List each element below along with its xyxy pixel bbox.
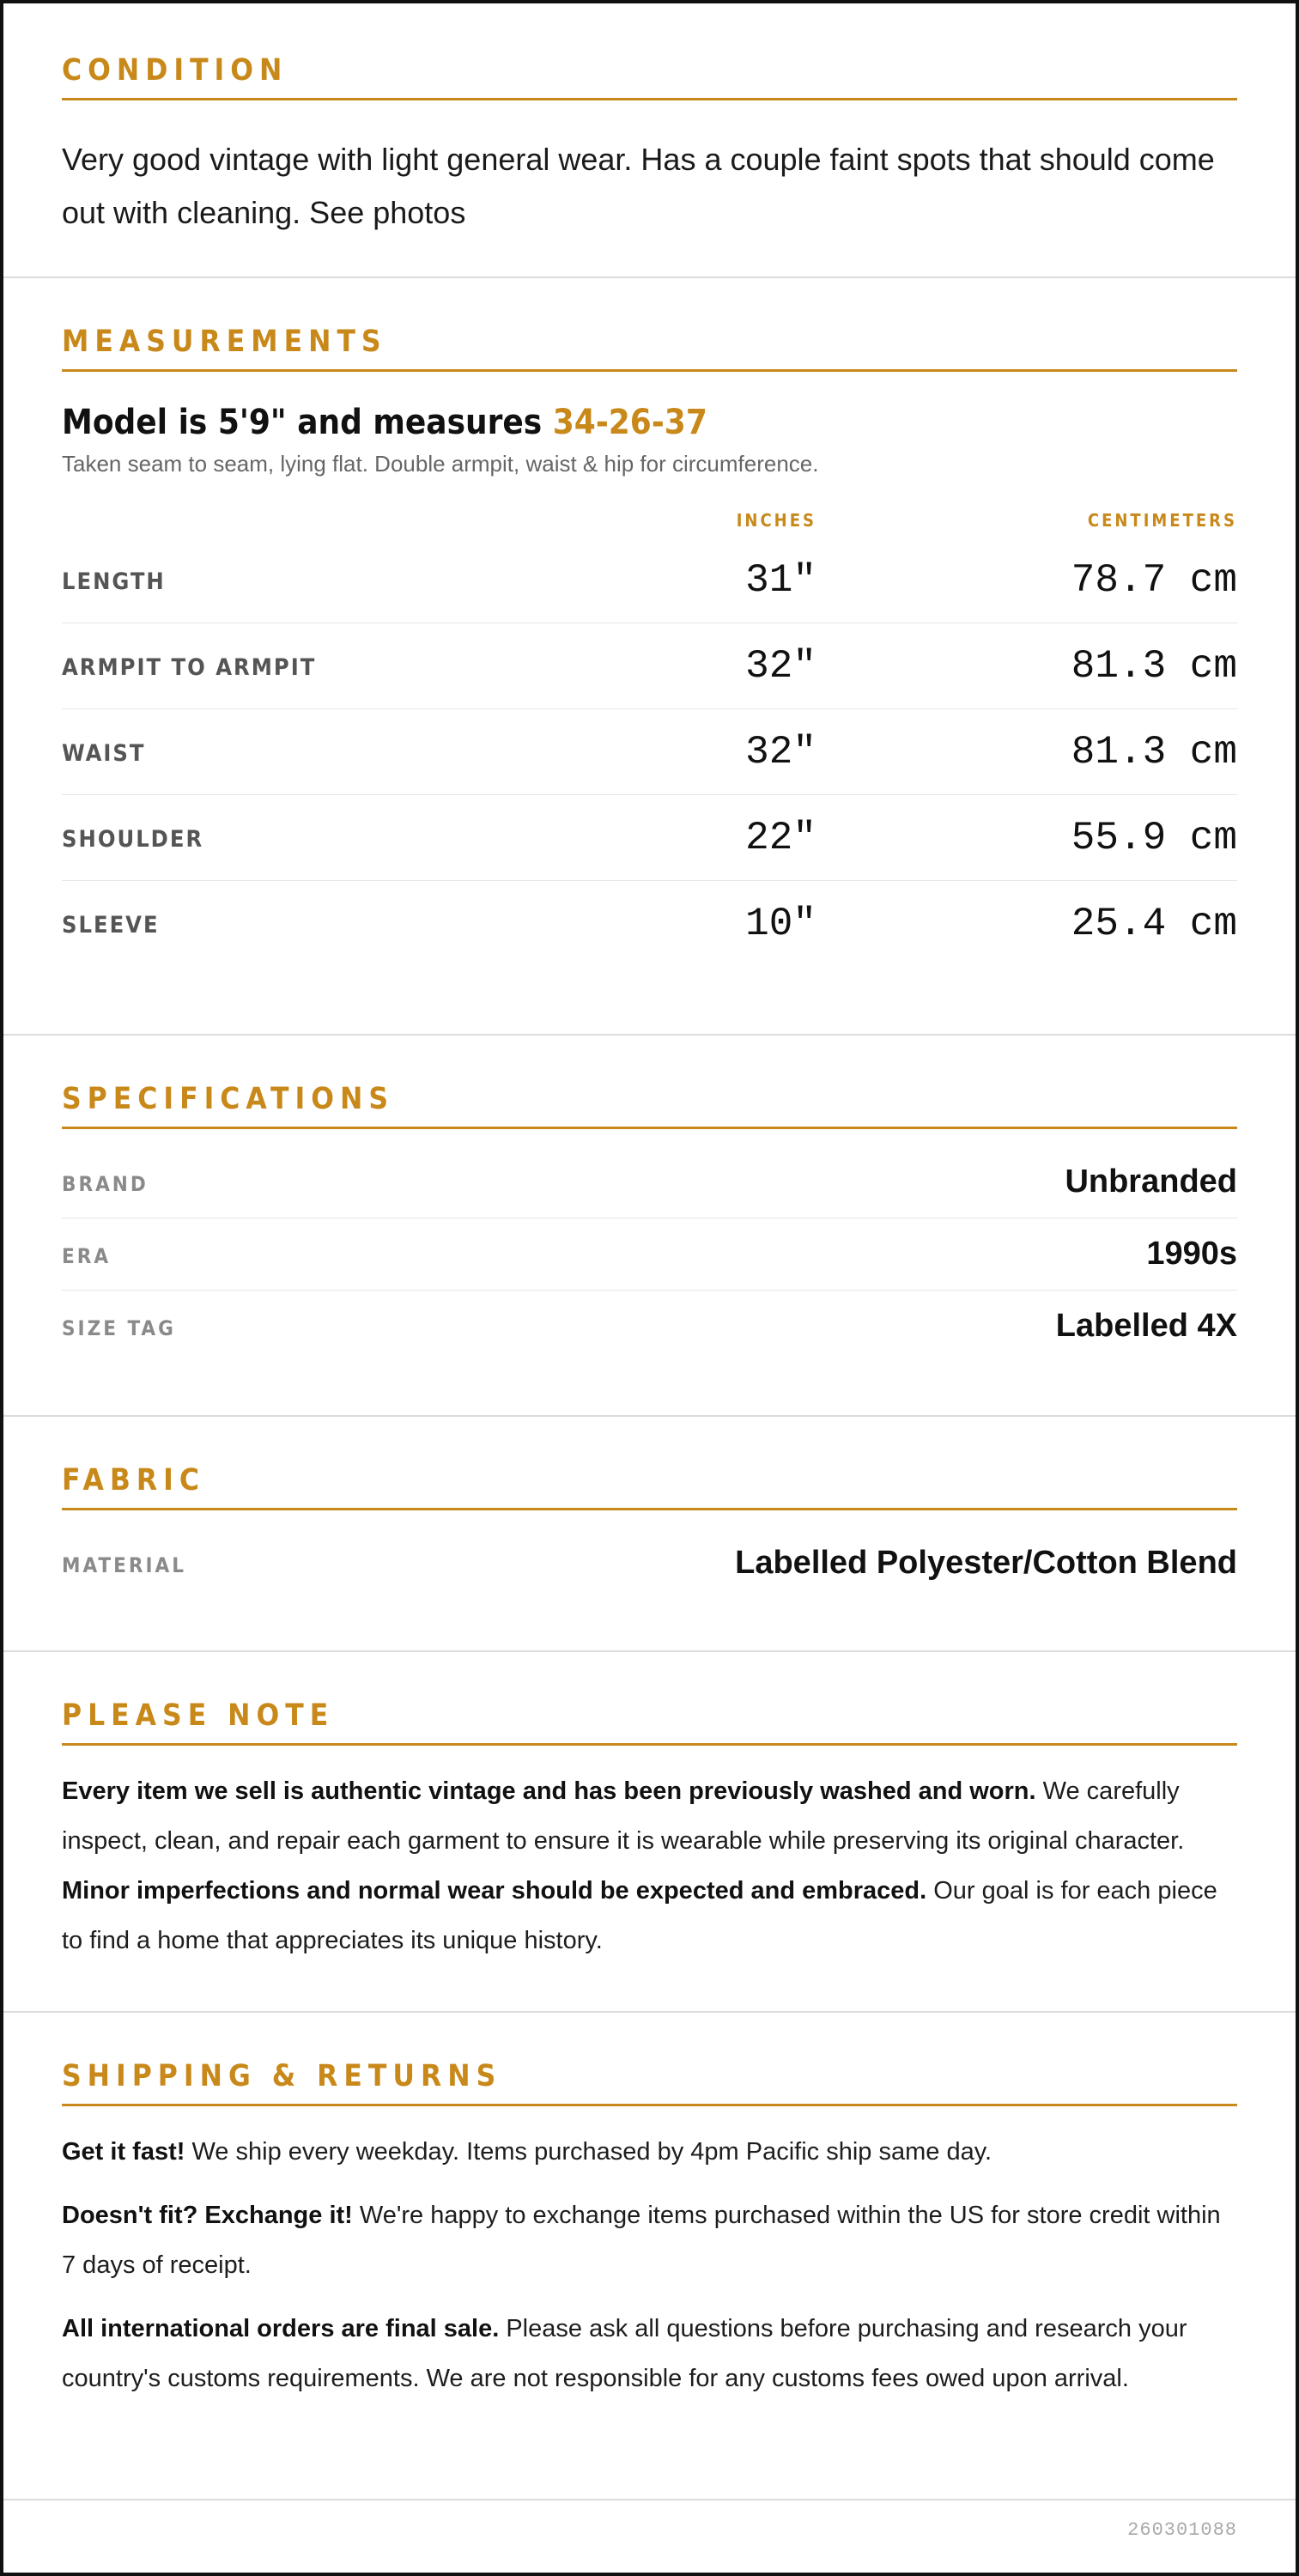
shipping-paragraph-1 [62,2127,1237,2177]
item-id: 260301088 [1127,2519,1237,2541]
model-prefix: Model is 5'9" and measures [62,403,553,442]
measurements-table-header [62,477,1237,538]
specifications-section [3,1036,1296,1417]
shipping-paragraph-3 [62,2304,1237,2403]
fabric-list [62,1528,1237,1600]
measurement-row-armpit [62,623,1237,709]
measurement-inches: 31" [745,558,816,603]
shipping-bold-3: All international orders are final sale. [62,2315,500,2342]
spec-row-era [62,1218,1237,1291]
measurement-cm: 25.4 cm [1071,902,1237,946]
col-inches-header: INCHES [736,510,816,531]
shipping-bold-2: Doesn't fit? Exchange it! [62,2202,353,2229]
fabric-title: FABRIC [62,1463,1237,1510]
measurement-label: LENGTH [62,568,166,595]
condition-section [3,3,1296,278]
measurement-cm: 81.3 cm [1071,730,1237,775]
please-note-title: PLEASE NOTE [62,1698,1237,1746]
model-measures-value: 34-26-37 [552,403,707,442]
measurement-label: ARMPIT TO ARMPIT [62,654,317,681]
condition-title: CONDITION [62,53,1237,100]
fabric-section [3,1417,1296,1652]
fabric-value: Labelled Polyester/Cotton Blend [735,1545,1237,1581]
measurement-cm: 78.7 cm [1071,558,1237,603]
fabric-key: MATERIAL [62,1553,186,1577]
specifications-title: SPECIFICATIONS [62,1082,1237,1129]
measurement-label: SHOULDER [62,826,204,853]
measurement-cm: 55.9 cm [1071,816,1237,860]
shipping-section [3,2013,1296,2500]
measurement-label: WAIST [62,740,146,767]
please-note-section [3,1652,1296,2013]
measurements-subtitle: Taken seam to seam, lying flat. Double armpit, waist & hip for circumference. [62,451,819,477]
note-text-2: Our goal is for each piece to find a home that appreciates its unique history. [62,1877,1217,1954]
spec-row-size-tag [62,1291,1237,1363]
spec-value: 1990s [1146,1236,1237,1272]
shipping-text-2: We're happy to exchange items purchased within the US for store credit within 7 days of receipt. [62,2202,1221,2279]
spec-key: BRAND [62,1172,149,1196]
note-bold-2: Minor imperfections and normal wear should be expected and embraced. [62,1877,927,1905]
measurement-cm: 81.3 cm [1071,644,1237,689]
spec-value: Unbranded [1065,1163,1237,1200]
measurement-row-sleeve [62,881,1237,967]
measurements-title: MEASUREMENTS [62,325,1237,372]
shipping-title: SHIPPING & RETURNS [62,2059,1237,2106]
measurement-row-waist [62,709,1237,795]
measurements-section [3,278,1296,1036]
shipping-bold-1: Get it fast! [62,2138,185,2166]
spec-key: ERA [62,1244,112,1268]
note-bold-1: Every item we sell is authentic vintage and has been previously washed and worn. [62,1777,1036,1805]
measurement-inches: 10" [745,902,816,946]
condition-text: Very good vintage with light general wear. Has a couple faint spots that should come out with cleaning. See photos [62,142,1215,230]
col-cm-header: CENTIMETERS [1087,510,1237,531]
shipping-paragraph-2 [62,2190,1237,2290]
measurement-row-shoulder [62,795,1237,881]
measurement-label: SLEEVE [62,912,160,939]
spec-value: Labelled 4X [1055,1308,1237,1344]
shipping-text-1: We ship every weekday. Items purchased by 4pm Pacific ship same day. [185,2138,992,2166]
spec-key: SIZE TAG [62,1316,176,1340]
specifications-list [62,1146,1237,1363]
measurement-inches: 32" [745,644,816,689]
measurement-row-length [62,538,1237,623]
note-text-1: We carefully inspect, clean, and repair each garment to ensure it is wearable while preserving its original character. [62,1777,1185,1855]
model-measures-line [62,403,1237,442]
shipping-text-3: Please ask all questions before purchasing and research your country's customs requirements. We are not responsible for any customs fees owed upon arrival. [62,2315,1187,2392]
measurement-inches: 22" [745,816,816,860]
fabric-row-material [62,1528,1237,1600]
please-note-text [62,1766,1237,1965]
measurements-table [62,538,1237,967]
spec-row-brand [62,1146,1237,1218]
measurement-inches: 32" [745,730,816,775]
